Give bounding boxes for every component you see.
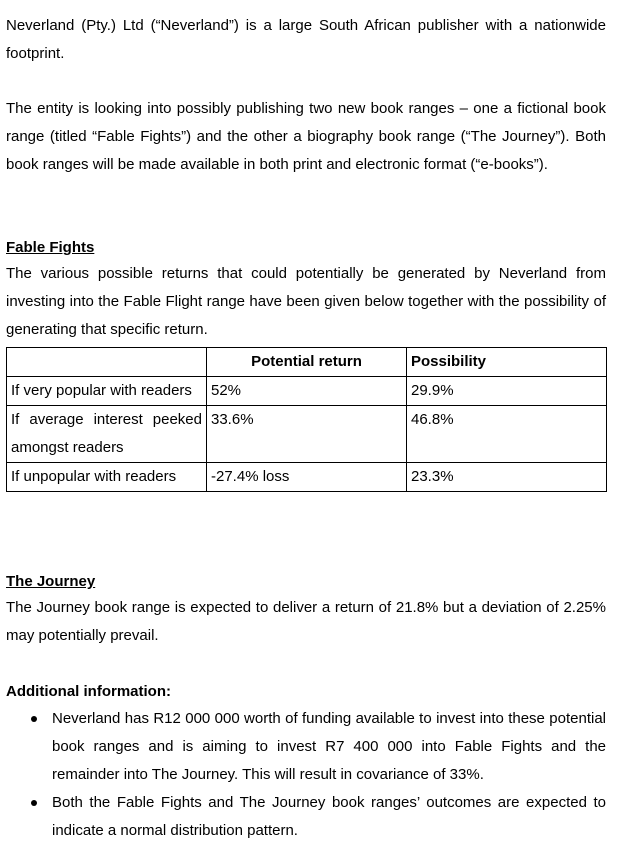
- list-item-text: Neverland has R12 000 000 worth of funding available to invest into these potential book ranges and is aiming to invest R7 400 000 into Fable Fights and the remainder into The Journey. This will result in covariance of 33%.: [52, 710, 606, 783]
- additional-info-heading: Additional information:: [6, 683, 171, 700]
- row-return: -27.4% loss: [207, 463, 407, 492]
- additional-info-list: [6, 705, 606, 845]
- header-potential-return: Potential return: [207, 348, 407, 377]
- bullet-icon: [31, 800, 37, 806]
- the-journey-heading: The Journey: [6, 573, 96, 590]
- row-condition: If very popular with readers: [7, 377, 207, 406]
- the-journey-description: The Journey book range is expected to deliver a return of 21.8% but a deviation of 2.25% may potentially prevail.: [6, 599, 606, 644]
- returns-table: [6, 347, 607, 492]
- header-condition: [7, 348, 207, 377]
- row-possibility: 46.8%: [407, 406, 607, 463]
- row-return: 33.6%: [207, 406, 407, 463]
- header-possibility: Possibility: [407, 348, 607, 377]
- row-return: 52%: [207, 377, 407, 406]
- row-possibility: 23.3%: [407, 463, 607, 492]
- table-row: [7, 377, 607, 406]
- table-header-row: [7, 348, 607, 377]
- fable-fights-heading: Fable Fights: [6, 239, 95, 256]
- list-item: [6, 705, 606, 789]
- row-condition: If unpopular with readers: [7, 463, 207, 492]
- fable-fights-description: The various possible returns that could potentially be generated by Neverland from investing into the Fable Flight range have been given below together with the possibility of generating that specific return.: [6, 265, 606, 338]
- intro-paragraph-1: Neverland (Pty.) Ltd (“Neverland”) is a large South African publisher with a nationwide footprint.: [6, 17, 606, 62]
- row-condition: If average interest peeked amongst readers: [7, 406, 207, 463]
- row-possibility: 29.9%: [407, 377, 607, 406]
- list-item: [6, 789, 606, 845]
- table-row: [7, 463, 607, 492]
- table-row: [7, 406, 607, 463]
- bullet-icon: [31, 716, 37, 722]
- list-item-text: Both the Fable Fights and The Journey book ranges’ outcomes are expected to indicate a normal distribution pattern.: [52, 794, 606, 839]
- intro-paragraph-2: The entity is looking into possibly publishing two new book ranges – one a fictional book range (titled “Fable Fights”) and the other a biography book range (“The Journey”). Both book ranges will be made available in both print and electronic format (“e-books”).: [6, 100, 606, 173]
